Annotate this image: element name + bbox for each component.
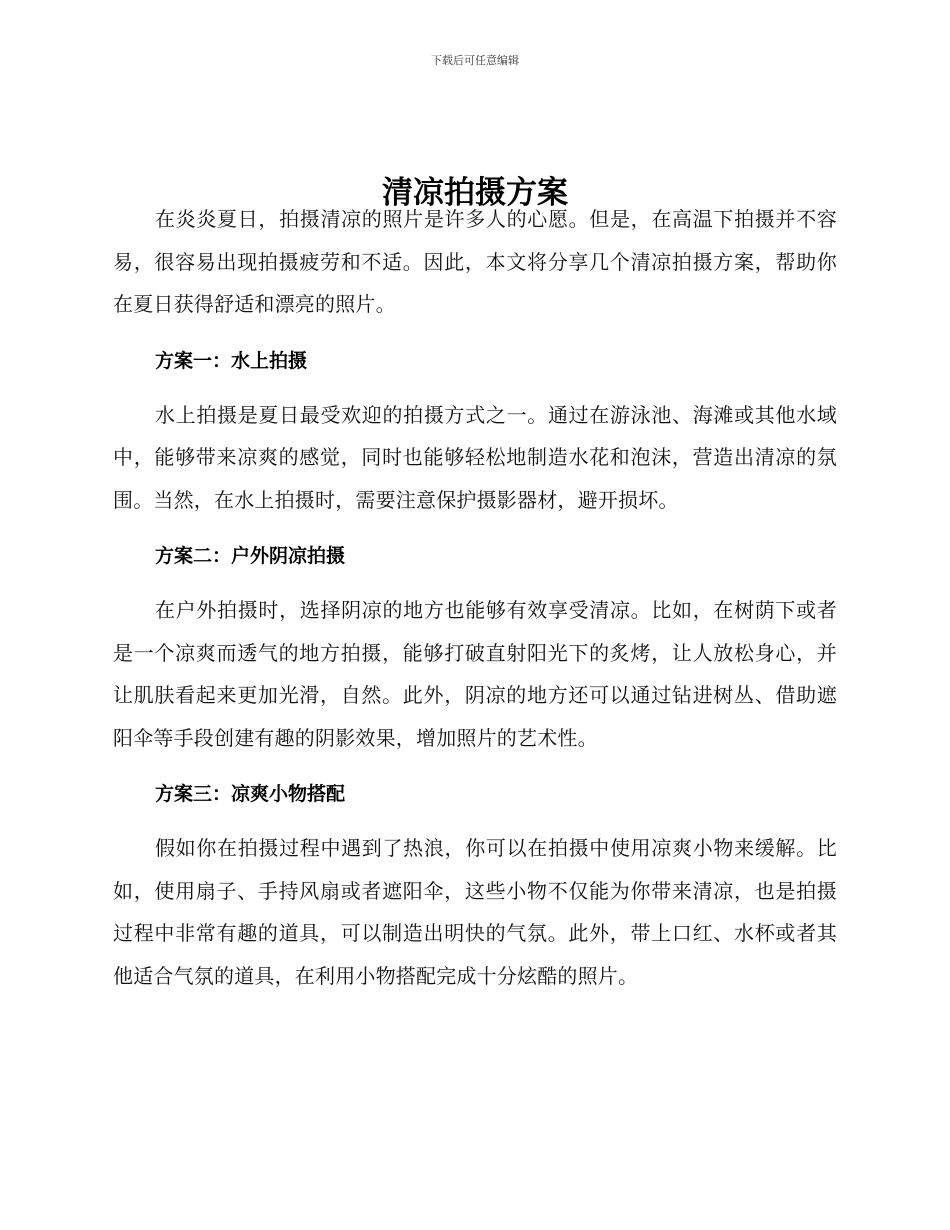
section-body-3: 假如你在拍摄过程中遇到了热浪，你可以在拍摄中使用凉爽小物来缓解。比如，使用扇子、手持风扇或者遮阳伞，这些小物不仅能为你带来清凉，也是拍摄过程中非常有趣的道具，可以制造出明快的气氛。此外，带上口红、水杯或者其他适合气氛的道具，在利用小物搭配完成十分炫酷的照片。: [113, 836, 837, 988]
document-title: 清凉拍摄方案: [382, 174, 568, 211]
page-header-note: 下载后可任意编辑: [431, 54, 519, 67]
section-body-1: 水上拍摄是夏日最受欢迎的拍摄方式之一。通过在游泳池、海滩或其他水域中，能够带来凉爽的感觉，同时也能够轻松地制造水花和泡沫，营造出清凉的氛围。当然，在水上拍摄时，需要注意保护摄影器材，避开损坏。: [113, 402, 837, 512]
intro-paragraph: 在炎炎夏日，拍摄清凉的照片是许多人的心愿。但是，在高温下拍摄并不容易，很容易出现拍摄疲劳和不适。因此，本文将分享几个清凉拍摄方案，帮助你在夏日获得舒适和漂亮的照片。: [113, 207, 837, 316]
section-body-2: 在户外拍摄时，选择阴凉的地方也能够有效享受清凉。比如，在树荫下或者是一个凉爽而透气的地方拍摄，能够打破直射阳光下的炙烤，让人放松身心，并让肌肤看起来更加光滑，自然。此外，阴凉的地方还可以通过钻进树丛、借助遮阳伞等手段创建有趣的阴影效果，增加照片的艺术性。: [113, 598, 837, 750]
section-heading-2: 方案二：户外阴凉拍摄: [155, 545, 346, 567]
section-heading-3: 方案三：凉爽小物搭配: [155, 783, 346, 805]
document-body: [113, 198, 837, 997]
section-heading-1: 方案一：水上拍摄: [155, 349, 308, 372]
